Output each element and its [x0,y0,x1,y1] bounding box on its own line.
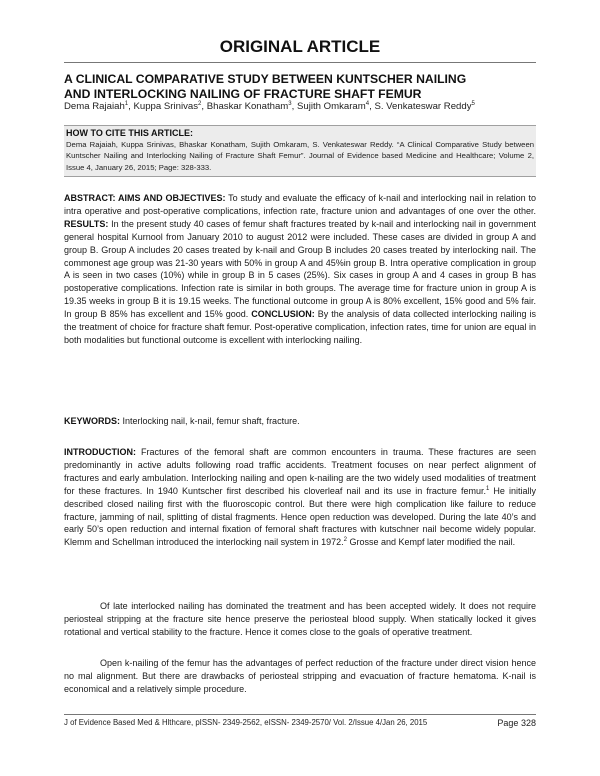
introduction-paragraph-1 [64,446,536,549]
header-rule [64,62,536,63]
footer-rule [64,714,536,715]
author-list: Dema Rajaiah$^1$, Kuppa Srinivas$^2$, Bhaskar Konatham$^3$, Sujith Omkaram$^4$, S. Venkateswar Reddy$^5$ [64,100,475,112]
abstract-paragraph [64,192,536,347]
page-number [497,717,536,729]
author-name: Dema Rajaiah [64,101,125,112]
author-name: Kuppa Srinivas [133,101,199,112]
results-label: RESULTS: [64,218,109,229]
abstract-label: ABSTRACT: AIMS AND OBJECTIVES: [64,193,226,203]
introduction-paragraph-2: Of late interlocked nailing has dominated the treatment and has been accepted widely. It does not require periosteal stripping at the fracture site hence preserve the periosteal blood supply. When statically locked it gives rotational and vertical stability to the fracture. Hence it comes close to the goals of operative treatment. [64,601,536,637]
author-affiliation: 4 [365,100,370,107]
article-title-line-1: A CLINICAL COMPARATIVE STUDY BETWEEN KUNTSCHER NAILING [64,72,467,86]
reference-marker: 2 [343,537,347,544]
author-affiliation: 5 [471,100,475,107]
introduction-paragraph-3: Open k-nailing of the femur has the advantages of perfect reduction of the fracture under direct vision hence no mal alignment. But there are drawbacks of periosteal stripping and evacuation of fracture hematoma. K-nail is economical and a relatively simple procedure. [64,658,536,694]
conclusion-label: CONCLUSION: [251,309,315,320]
author-name: S. Venkateswar Reddy [374,101,472,112]
abstract-aims-text: To study and evaluate the efficacy of k-nail and interlocking nail in relation to intra operative and post-operative complications, infection rate, fracture union and advantages of one over the other. [64,193,536,216]
keywords-label: KEYWORDS: [64,416,120,426]
citation-box [64,125,536,177]
abstract-results-text: In the present study 40 cases of femur shaft fractures treated by k-nail and interlocking nail in government general hospital Kurnool from January 2010 to august 2012 were included. These cases are divided in group A and group B. Group A includes 20 cases treated by k-nail and Group B includes 20 cases treated by interlocking nail. The commonest age group was 21-30 years with 50% in group A and 45%in group B. Intra operative complication in group A is seen in two cases (10%) while in group B in 5 cases (25%). Six cases in group A and 4 cases in group B has postoperative complications. Infection rate is similar in both groups. The average time for fracture union in group A is 19.35 weeks in group B it is 19.15 weeks. The functional outcome in group A is 80% excellent, 15% good and 5% fair. In group B 85% has excellent and 15% good. [64,218,536,320]
article-title-line-2: AND INTERLOCKING NAILING OF FRACTURE SHAFT FEMUR [64,87,422,101]
introduction-text-c: Grosse and Kempf later modified the nail. [347,537,516,548]
author-name: Bhaskar Konatham [206,101,289,112]
author-affiliation: 1 [124,100,129,107]
author-affiliation: 3 [288,100,292,107]
article-type-heading: ORIGINAL ARTICLE [219,37,381,56]
author-affiliation: 2 [198,100,202,107]
introduction-text-a: Fractures of the femoral shaft are common encounters in trauma. These fractures are seen predominantly in active adults following road traffic accidents. Treatment focuses on near perfect alignment of fractures and early ambulation. Interlocking nailing and open k-nailing are the two widely used modalities of treatment for these fractures. In 1940 Kuntscher first described his cloverleaf nail and its use in fracture femur. [64,447,536,496]
introduction-label: INTRODUCTION: [64,447,136,457]
page-footer [64,717,536,729]
article-title [64,72,544,102]
keywords-paragraph [64,415,536,428]
citation-heading: HOW TO CITE THIS ARTICLE: [66,128,193,138]
reference-marker: 1 [485,485,490,492]
journal-info: J of Evidence Based Med & Hlthcare, pISSN- 2349-2562, eISSN- 2349-2570/ Vol. 2/Issue 4/Jan 26, 2015 [64,718,428,727]
abstract-conclusion-text: By the analysis of data collected interlocking nailing is the treatment of choice for fracture shaft femur. Post-operative complication, infection rates, time for union are equal in both modalities but functional outcome is excellent with interlocking nailing. [64,309,536,345]
author-name: Sujith Omkaram [296,101,366,112]
keywords-text: Interlocking nail, k-nail, femur shaft, fracture. [120,416,300,426]
citation-text: Dema Rajaiah, Kuppa Srinivas, Bhaskar Konatham, Sujith Omkaram, S. Venkateswar Reddy. “A Clinical Comparative Study between Kuntscher Nailing and Interlocking Nailing of Fracture Shaft Femur”. Journal of Evidence based Medicine and Healthcare; Volume 2, Issue 4, January 26, 2015; Page: 328-333. [66,140,534,172]
introduction-text-b: He initially described closed nailing first with the fluoroscopic control. But there were high complication like failure to reduce fracture, jamming of nail, splitting of distal fragments. Hence open reduction was developed. During the late 40’s and early 50’s open reduction and internal fixation of femoral shaft fractures with kutschner nail become widely popular. Klemm and Schellman introduced the interlocking nail system in 1972. [64,485,537,548]
page-label: Page [497,718,519,728]
page-number-value: 328 [520,718,536,728]
